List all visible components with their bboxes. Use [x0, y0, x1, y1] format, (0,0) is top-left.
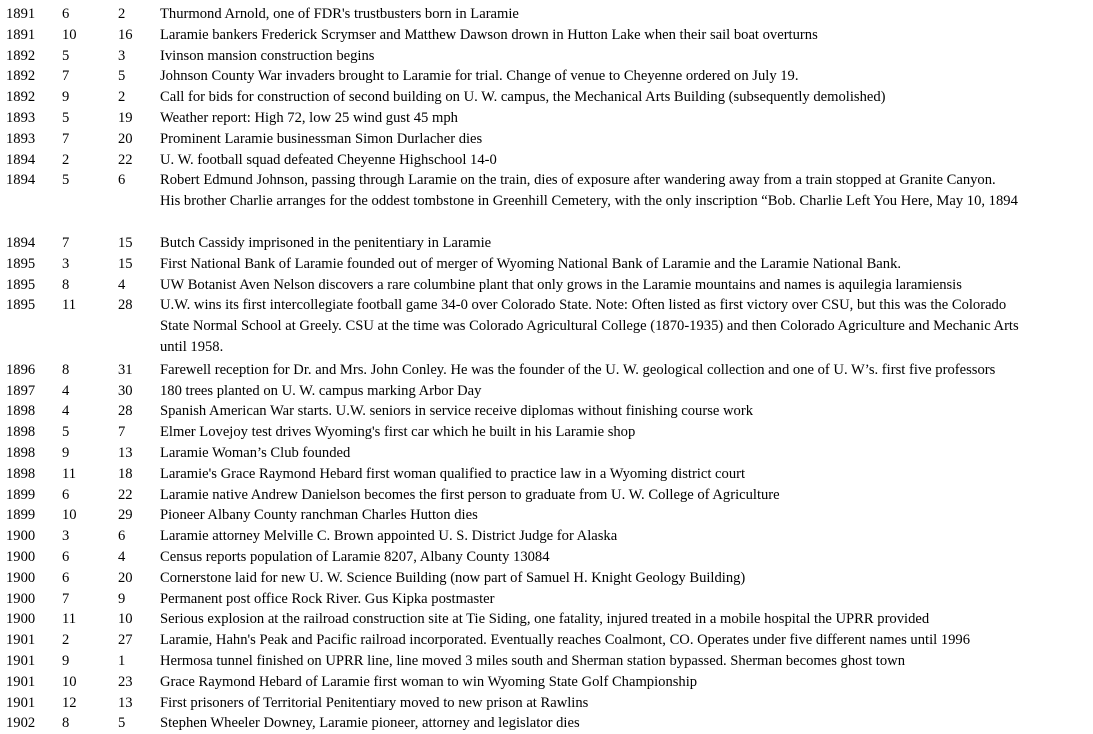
- year-cell: 1892: [6, 89, 36, 106]
- day-cell: 5: [118, 715, 126, 732]
- month-cell: 7: [62, 68, 70, 85]
- event-text-line: First prisoners of Territorial Penitentiary moved to new prison at Rawlins: [160, 694, 589, 711]
- month-cell: 11: [62, 297, 77, 314]
- event-text-line: Prominent Laramie businessman Simon Durlacher dies: [160, 130, 483, 147]
- year-cell: 1898: [6, 403, 36, 420]
- event-text-line: His brother Charlie arranges for the oddest tombstone in Greenhill Cemetery, with the only inscription “Bob. Charlie Left You Here, May 10, 1894: [160, 193, 1018, 210]
- event-cell: [160, 170, 1093, 212]
- event-text-line: Serious explosion at the railroad construction site at Tie Siding, one fatality, injured treated in a mobile hospital the UPRR provided: [160, 611, 930, 628]
- month-cell: 5: [62, 109, 70, 126]
- timeline-entry: [0, 233, 1093, 254]
- event-cell: [160, 360, 1093, 381]
- event-cell: [160, 672, 1093, 693]
- event-text-line: Johnson County War invaders brought to Laramie for trial. Change of venue to Cheyenne ordered on July 19.: [160, 68, 799, 85]
- month-cell: 2: [62, 151, 70, 168]
- event-cell: [160, 630, 1093, 651]
- month-cell: 9: [62, 444, 70, 461]
- month-cell: 5: [62, 424, 70, 441]
- day-cell: 30: [118, 382, 133, 399]
- event-text-line: Laramie bankers Frederick Scrymser and Matthew Dawson drown in Hutton Lake when their sail boat overturns: [160, 26, 818, 43]
- month-cell: 3: [62, 255, 70, 272]
- event-cell: [160, 129, 1093, 150]
- event-cell: [160, 4, 1093, 25]
- timeline-entry: [0, 651, 1093, 672]
- event-cell: [160, 568, 1093, 589]
- year-cell: 1900: [6, 548, 36, 565]
- event-text-line: Hermosa tunnel finished on UPRR line, line moved 3 miles south and Sherman station bypassed. Sherman becomes ghost town: [160, 652, 905, 669]
- year-cell: 1892: [6, 47, 36, 64]
- day-cell: 15: [118, 255, 133, 272]
- month-cell: 6: [62, 548, 70, 565]
- timeline-entry: [0, 150, 1093, 171]
- event-cell: [160, 25, 1093, 46]
- event-cell: [160, 275, 1093, 296]
- year-cell: 1897: [6, 382, 36, 399]
- month-cell: 2: [62, 632, 70, 649]
- year-cell: 1900: [6, 590, 36, 607]
- day-cell: 5: [118, 68, 126, 85]
- event-cell: [160, 589, 1093, 610]
- day-cell: 4: [118, 548, 126, 565]
- event-text-line: Butch Cassidy imprisoned in the penitentiary in Laramie: [160, 234, 492, 251]
- timeline-entry: [0, 672, 1093, 693]
- event-text-line: Cornerstone laid for new U. W. Science Building (now part of Samuel H. Knight Geology Building): [160, 569, 746, 586]
- event-text-line: Pioneer Albany County ranchman Charles Hutton dies: [160, 507, 478, 524]
- day-cell: 18: [118, 465, 133, 482]
- timeline-entry: [0, 4, 1093, 25]
- event-cell: [160, 233, 1093, 254]
- day-cell: 27: [118, 632, 133, 649]
- event-cell: [160, 693, 1093, 714]
- day-cell: 6: [118, 172, 126, 189]
- event-text-line: UW Botanist Aven Nelson discovers a rare columbine plant that only grows in the Laramie mountains and names is aquilegia laramiensis: [160, 276, 962, 293]
- month-cell: 8: [62, 276, 70, 293]
- month-cell: 7: [62, 130, 70, 147]
- day-cell: 20: [118, 569, 133, 586]
- year-cell: 1901: [6, 673, 36, 690]
- month-cell: 10: [62, 673, 77, 690]
- year-cell: 1891: [6, 6, 36, 22]
- year-cell: 1895: [6, 255, 36, 272]
- timeline-entry: [0, 630, 1093, 651]
- event-cell: [160, 150, 1093, 171]
- month-cell: 6: [62, 6, 70, 22]
- month-cell: 3: [62, 528, 70, 545]
- year-cell: 1899: [6, 486, 36, 503]
- month-cell: 10: [62, 507, 77, 524]
- timeline-entry: [0, 87, 1093, 108]
- year-cell: 1896: [6, 361, 36, 378]
- year-cell: 1895: [6, 297, 36, 314]
- timeline-entry: [0, 108, 1093, 129]
- day-cell: 28: [118, 297, 133, 314]
- timeline-entry: [0, 129, 1093, 150]
- event-cell: [160, 108, 1093, 129]
- day-cell: 20: [118, 130, 133, 147]
- day-cell: 2: [118, 6, 126, 22]
- day-cell: 10: [118, 611, 133, 628]
- year-cell: 1898: [6, 424, 36, 441]
- event-text-line: U.W. wins its first intercollegiate football game 34-0 over Colorado State. Note: Often listed as first victory over CSU, but this was the Colorado: [160, 297, 1007, 314]
- month-cell: 6: [62, 569, 70, 586]
- event-cell: [160, 422, 1093, 443]
- event-text-line: Laramie's Grace Raymond Hebard first woman qualified to practice law in a Wyoming district court: [160, 465, 746, 482]
- month-cell: 4: [62, 382, 70, 399]
- timeline-entry: [0, 609, 1093, 630]
- day-cell: 2: [118, 89, 126, 106]
- event-cell: [160, 46, 1093, 67]
- event-text-line: Robert Edmund Johnson, passing through Laramie on the train, dies of exposure after wandering away from a train stopped at Granite Canyon.: [160, 172, 996, 189]
- day-cell: 3: [118, 47, 126, 64]
- event-cell: [160, 651, 1093, 672]
- event-cell: [160, 401, 1093, 422]
- month-cell: 5: [62, 172, 70, 189]
- timeline-entry: [0, 443, 1093, 464]
- year-cell: 1893: [6, 130, 36, 147]
- month-cell: 8: [62, 715, 70, 732]
- timeline-table: [0, 4, 1093, 734]
- year-cell: 1901: [6, 632, 36, 649]
- event-text-line: 180 trees planted on U. W. campus marking Arbor Day: [160, 382, 482, 399]
- timeline-entry: [0, 401, 1093, 422]
- year-cell: 1894: [6, 151, 36, 168]
- event-cell: [160, 381, 1093, 402]
- event-text-line: Laramie attorney Melville C. Brown appointed U. S. District Judge for Alaska: [160, 528, 618, 545]
- year-cell: 1893: [6, 109, 36, 126]
- timeline-entry: [0, 485, 1093, 506]
- event-text-line: Ivinson mansion construction begins: [160, 47, 375, 64]
- month-cell: 6: [62, 486, 70, 503]
- day-cell: 15: [118, 234, 133, 251]
- event-text-line: Grace Raymond Hebard of Laramie first woman to win Wyoming State Golf Championship: [160, 673, 698, 690]
- day-cell: 16: [118, 26, 133, 43]
- timeline-entry: [0, 46, 1093, 67]
- event-text-line: State Normal School at Greely. CSU at the time was Colorado Agricultural College (1870-1935) and then Colorado Agriculture and Mechanic Arts: [160, 318, 1019, 335]
- timeline-entry: [0, 505, 1093, 526]
- timeline-entry: [0, 275, 1093, 296]
- month-cell: 8: [62, 361, 70, 378]
- timeline-entry: [0, 464, 1093, 485]
- month-cell: 7: [62, 234, 70, 251]
- month-cell: 9: [62, 89, 70, 106]
- timeline-entry: [0, 713, 1093, 734]
- event-text-line: until 1958.: [160, 338, 224, 355]
- year-cell: 1900: [6, 528, 36, 545]
- day-cell: 29: [118, 507, 133, 524]
- year-cell: 1894: [6, 234, 36, 251]
- day-cell: 31: [118, 361, 133, 378]
- day-cell: 23: [118, 673, 133, 690]
- event-cell: [160, 713, 1093, 734]
- event-cell: [160, 505, 1093, 526]
- day-cell: 22: [118, 151, 133, 168]
- timeline-entry: [0, 360, 1093, 381]
- day-cell: 7: [118, 424, 126, 441]
- year-cell: 1892: [6, 68, 36, 85]
- event-text-line: Laramie, Hahn's Peak and Pacific railroad incorporated. Eventually reaches Coalmont, CO. Operates under five different names until 1996: [160, 632, 971, 649]
- day-cell: 22: [118, 486, 133, 503]
- year-cell: 1895: [6, 276, 36, 293]
- event-cell: [160, 87, 1093, 108]
- day-cell: 13: [118, 444, 133, 461]
- event-text-line: Weather report: High 72, low 25 wind gust 45 mph: [160, 109, 458, 126]
- year-cell: 1901: [6, 652, 36, 669]
- year-cell: 1899: [6, 507, 36, 524]
- timeline-entry: [0, 422, 1093, 443]
- month-cell: 11: [62, 611, 77, 628]
- timeline-entry: [0, 295, 1093, 357]
- year-cell: 1902: [6, 715, 36, 732]
- year-cell: 1894: [6, 172, 36, 189]
- event-text-line: Spanish American War starts. U.W. seniors in service receive diplomas without finishing course work: [160, 403, 753, 420]
- event-cell: [160, 547, 1093, 568]
- event-cell: [160, 254, 1093, 275]
- day-cell: 13: [118, 694, 133, 711]
- year-cell: 1891: [6, 26, 36, 43]
- year-cell: 1901: [6, 694, 36, 711]
- event-cell: [160, 295, 1093, 357]
- timeline-entry: [0, 589, 1093, 610]
- year-cell: 1898: [6, 444, 36, 461]
- timeline-entry: [0, 66, 1093, 87]
- timeline-entry: [0, 526, 1093, 547]
- timeline-entry: [0, 568, 1093, 589]
- day-cell: 1: [118, 652, 126, 669]
- timeline-entry: [0, 170, 1093, 212]
- year-cell: 1900: [6, 569, 36, 586]
- event-text-line: Stephen Wheeler Downey, Laramie pioneer, attorney and legislator dies: [160, 715, 580, 732]
- month-cell: 10: [62, 26, 77, 43]
- month-cell: 7: [62, 590, 70, 607]
- event-cell: [160, 66, 1093, 87]
- month-cell: 4: [62, 403, 70, 420]
- year-cell: 1900: [6, 611, 36, 628]
- event-text-line: Permanent post office Rock River. Gus Kipka postmaster: [160, 590, 495, 607]
- event-text-line: First National Bank of Laramie founded out of merger of Wyoming National Bank of Laramie and the Laramie National Bank.: [160, 255, 902, 272]
- event-text-line: Elmer Lovejoy test drives Wyoming's first car which he built in his Laramie shop: [160, 424, 636, 441]
- event-cell: [160, 443, 1093, 464]
- event-text-line: Call for bids for construction of second building on U. W. campus, the Mechanical Arts Building (subsequently demolished): [160, 89, 886, 106]
- event-text-line: Farewell reception for Dr. and Mrs. John Conley. He was the founder of the U. W. geological collection and one of U. W’s. first five professors: [160, 361, 996, 378]
- day-cell: 9: [118, 590, 126, 607]
- event-text-line: U. W. football squad defeated Cheyenne Highschool 14-0: [160, 151, 497, 168]
- month-cell: 11: [62, 465, 77, 482]
- event-cell: [160, 485, 1093, 506]
- event-cell: [160, 464, 1093, 485]
- year-cell: 1898: [6, 465, 36, 482]
- day-cell: 28: [118, 403, 133, 420]
- month-cell: 9: [62, 652, 70, 669]
- month-cell: 5: [62, 47, 70, 64]
- event-text-line: Thurmond Arnold, one of FDR's trustbusters born in Laramie: [160, 6, 519, 22]
- day-cell: 6: [118, 528, 126, 545]
- timeline-entry: [0, 381, 1093, 402]
- day-cell: 19: [118, 109, 133, 126]
- event-text-line: Laramie native Andrew Danielson becomes the first person to graduate from U. W. College of Agriculture: [160, 486, 780, 503]
- event-text-line: Census reports population of Laramie 8207, Albany County 13084: [160, 548, 550, 565]
- timeline-entry: [0, 254, 1093, 275]
- timeline-entry: [0, 547, 1093, 568]
- event-cell: [160, 609, 1093, 630]
- month-cell: 12: [62, 694, 77, 711]
- event-cell: [160, 526, 1093, 547]
- day-cell: 4: [118, 276, 126, 293]
- event-text-line: Laramie Woman’s Club founded: [160, 444, 351, 461]
- timeline-entry: [0, 693, 1093, 714]
- timeline-entry: [0, 25, 1093, 46]
